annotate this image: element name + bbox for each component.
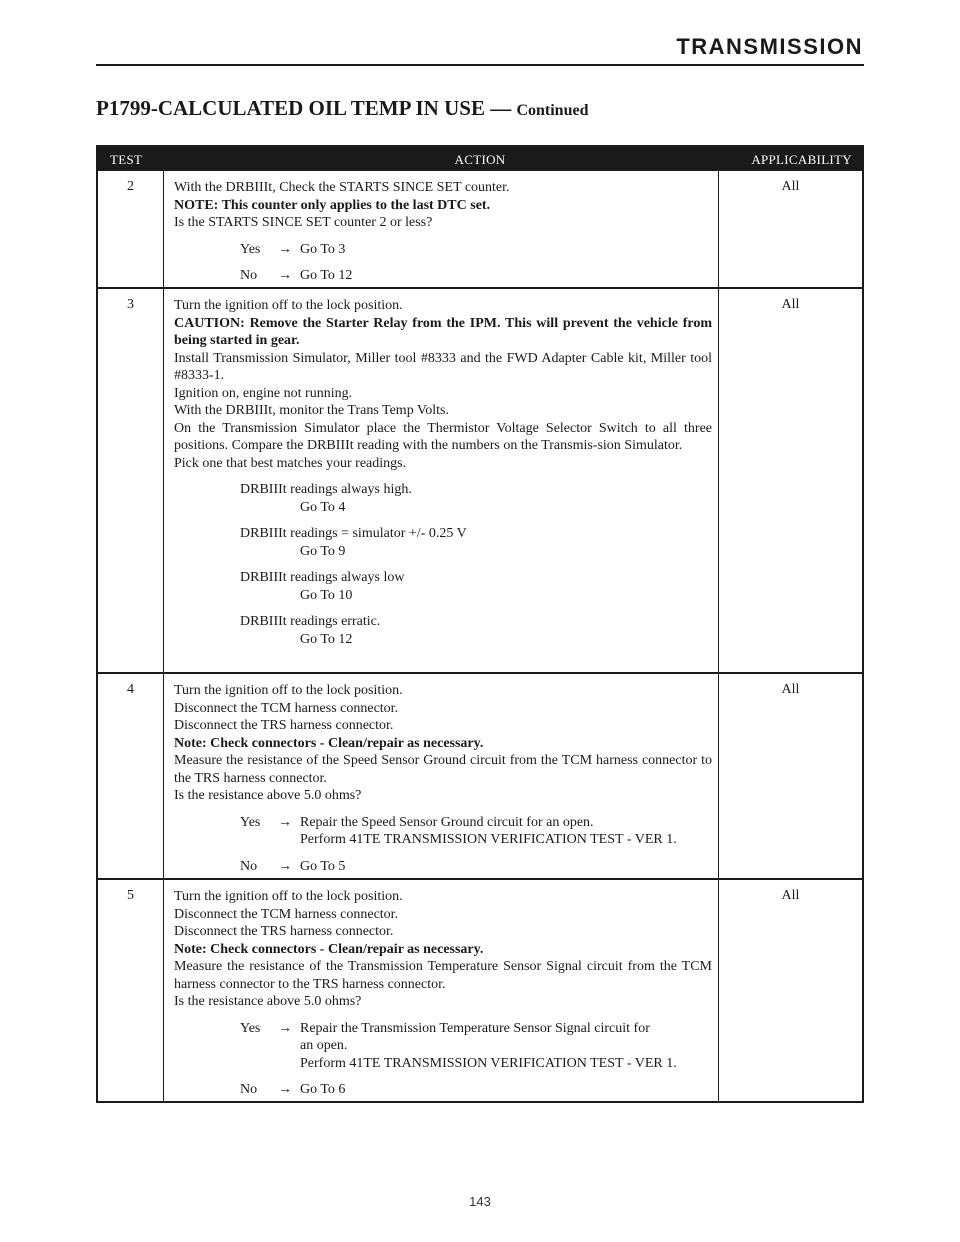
action-line: Disconnect the TRS harness connector. (174, 924, 394, 939)
header-rule (96, 64, 864, 66)
action-line: Measure the resistance of the Speed Sensor Ground circuit from the TCM harness connector to the TRS harness connector. (174, 753, 712, 786)
action-line: Turn the ignition off to the lock position. (174, 889, 403, 904)
table-row-test-3 (98, 289, 862, 674)
page-number: 143 (469, 1194, 491, 1209)
action-line: Pick one that best matches your readings. (174, 455, 407, 471)
arrow-icon: → (278, 1082, 292, 1097)
diagnostic-table (96, 145, 864, 1103)
choice-goto: Go To 4 (300, 499, 346, 515)
action-cell (164, 674, 719, 878)
section-header: TRANSMISSION (676, 34, 863, 59)
action-note: Note: Check connectors - Clean/repair as necessary. (174, 941, 484, 957)
choice-item: DRBIIIt readings erratic. (240, 614, 381, 629)
answer-label: Yes (240, 1020, 261, 1036)
action-line: With the DRBIIIt, monitor the Trans Temp Volts. (174, 403, 449, 418)
answer-yes (240, 1020, 712, 1038)
action-note: Note: Check connectors - Clean/repair as necessary. (174, 735, 484, 751)
choice-item: DRBIIIt readings always high. (240, 482, 412, 497)
test-number: 3 (98, 289, 164, 672)
choice-goto: Go To 10 (300, 587, 353, 603)
answer-text: Repair the Transmission Temperature Sensor Signal circuit for (300, 1020, 650, 1036)
action-line: On the Transmission Simulator place the Thermistor Voltage Selector Switch to all three positions. Compare the DRBIIIt reading with the numbers on the Transmis-sion Simulator. (174, 420, 712, 453)
action-cell (164, 171, 719, 287)
action-note: NOTE: This counter only applies to the last DTC set. (174, 197, 491, 213)
answer-text: Go To 6 (300, 1082, 346, 1097)
table-header (98, 147, 862, 171)
answer-text: Go To 3 (300, 241, 346, 257)
arrow-icon: → (278, 241, 292, 257)
action-cell (164, 289, 719, 672)
table-row-test-4 (98, 674, 862, 880)
arrow-icon: → (278, 1020, 292, 1036)
arrow-icon: → (278, 858, 292, 874)
answer-continuation: Perform 41TE TRANSMISSION VERIFICATION TEST - VER 1. (300, 1055, 677, 1071)
answer-label: Yes (240, 241, 261, 257)
choice-goto: Go To 12 (300, 631, 353, 647)
answer-text: Repair the Speed Sensor Ground circuit for an open. (300, 814, 594, 830)
title-main: P1799-CALCULATED OIL TEMP IN USE — (96, 96, 512, 120)
answer-label: No (240, 1082, 258, 1097)
action-caution: CAUTION: Remove the Starter Relay from the IPM. This will prevent the vehicle from being started in gear. (174, 315, 712, 348)
action-cell (164, 880, 719, 1103)
action-question: Is the STARTS SINCE SET counter 2 or less? (174, 215, 433, 230)
action-line: With the DRBIIIt, Check the STARTS SINCE SET counter. (174, 180, 510, 195)
test-number: 2 (98, 171, 164, 287)
answer-no (240, 1081, 712, 1099)
action-question: Is the resistance above 5.0 ohms? (174, 994, 362, 1009)
header-applicability: APPLICABILITY (751, 152, 852, 167)
action-question: Is the resistance above 5.0 ohms? (174, 788, 362, 803)
action-line: Turn the ignition off to the lock position. (174, 683, 403, 698)
answer-text: Go To 12 (300, 268, 353, 283)
action-line: Disconnect the TCM harness connector. (174, 906, 399, 922)
table-row-test-5 (98, 880, 862, 1103)
choice-item: DRBIIIt readings = simulator +/- 0.25 V (240, 526, 467, 541)
answer-label: No (240, 858, 258, 874)
applicability-cell: All (781, 179, 800, 194)
choice-item: DRBIIIt readings always low (240, 570, 405, 585)
answer-label: Yes (240, 814, 261, 830)
applicability-cell: All (781, 888, 800, 903)
answer-text: Go To 5 (300, 858, 346, 874)
answer-yes (240, 241, 712, 259)
action-line: Turn the ignition off to the lock position. (174, 298, 403, 313)
answer-no (240, 267, 712, 285)
applicability-cell: All (781, 297, 800, 312)
action-line: Disconnect the TRS harness connector. (174, 718, 394, 733)
arrow-icon: → (278, 268, 292, 283)
test-number: 5 (98, 880, 164, 1103)
action-line: Disconnect the TCM harness connector. (174, 700, 399, 716)
test-number: 4 (98, 674, 164, 878)
applicability-cell: All (781, 682, 800, 697)
title-continued: Continued (516, 102, 589, 119)
answer-yes (240, 814, 712, 832)
choice-goto: Go To 9 (300, 543, 346, 559)
header-test: TEST (110, 152, 143, 167)
answer-label: No (240, 268, 258, 283)
action-line: Ignition on, engine not running. (174, 385, 353, 401)
arrow-icon: → (278, 814, 292, 830)
header-action: ACTION (454, 152, 506, 167)
table-row-test-2 (98, 171, 862, 289)
answer-no (240, 858, 712, 876)
page-title (96, 96, 588, 121)
answer-continuation: Perform 41TE TRANSMISSION VERIFICATION TEST - VER 1. (300, 832, 677, 847)
answer-continuation: an open. (300, 1038, 348, 1053)
action-line: Measure the resistance of the Transmission Temperature Sensor Signal circuit from the TCM harness connector to the TRS harness connector. (174, 959, 712, 992)
action-line: Install Transmission Simulator, Miller tool #8333 and the FWD Adapter Cable kit, Miller tool #8333-1. (174, 350, 712, 383)
